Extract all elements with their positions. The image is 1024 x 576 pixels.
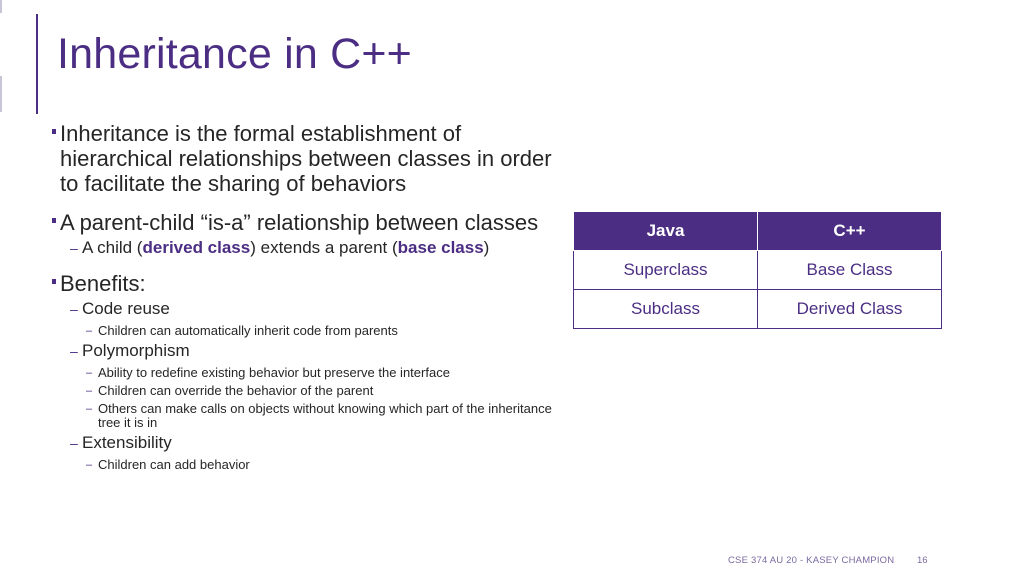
detail-bullet bbox=[60, 402, 562, 430]
table-cell: Derived Class bbox=[758, 290, 942, 329]
sub-bullet-extensibility bbox=[60, 432, 562, 454]
detail-text: Children can override the behavior of the parent bbox=[98, 383, 374, 398]
derived-class-term: derived class bbox=[142, 238, 251, 257]
detail-text: Ability to redefine existing behavior but preserve the interface bbox=[98, 365, 450, 380]
table-row bbox=[574, 251, 942, 290]
title-accent-bar bbox=[36, 14, 38, 114]
benefit-extensibility bbox=[60, 432, 562, 472]
square-bullet-icon bbox=[52, 279, 56, 284]
detail-text: Others can make calls on objects without knowing which part of the inheritance tree it is in bbox=[98, 401, 552, 430]
table-header-java: Java bbox=[574, 212, 758, 251]
dash-bullet-icon: – bbox=[86, 385, 93, 397]
dash-bullet-icon: – bbox=[86, 367, 93, 379]
dash-bullet-icon: – bbox=[70, 343, 78, 359]
sub-bullet-text: Code reuse bbox=[82, 299, 170, 318]
detail-bullet bbox=[60, 458, 562, 472]
table-cell: Superclass bbox=[574, 251, 758, 290]
sub-bullet-polymorphism bbox=[60, 340, 562, 362]
slide-body bbox=[52, 121, 562, 474]
bullet-text: Inheritance is the formal establishment of hierarchical relationships between classes in order to facilitate the sharing of behaviors bbox=[60, 121, 552, 196]
slide-edge-decoration-top bbox=[0, 0, 2, 13]
detail-bullet bbox=[60, 366, 562, 380]
benefit-code-reuse bbox=[60, 298, 562, 338]
dash-bullet-icon: – bbox=[70, 240, 78, 256]
bullet-inheritance-definition bbox=[52, 121, 562, 196]
detail-bullet bbox=[60, 384, 562, 398]
detail-text: Children can automatically inherit code from parents bbox=[98, 323, 398, 338]
text-middle: ) extends a parent ( bbox=[250, 238, 398, 257]
base-class-term: base class bbox=[397, 238, 484, 257]
table-cell: Subclass bbox=[574, 290, 758, 329]
java-cpp-comparison-table bbox=[573, 211, 942, 329]
sub-bullet-child-extends-parent bbox=[60, 237, 562, 259]
square-bullet-icon bbox=[52, 218, 56, 223]
table-row bbox=[574, 290, 942, 329]
sub-bullet-code-reuse bbox=[60, 298, 562, 320]
dash-bullet-icon: – bbox=[70, 435, 78, 451]
text-suffix: ) bbox=[483, 238, 490, 257]
dash-bullet-icon: – bbox=[86, 403, 93, 415]
slide-footer: CSE 374 AU 20 - KASEY CHAMPION bbox=[728, 555, 895, 566]
page-number: 16 bbox=[917, 555, 928, 566]
slide-edge-decoration-left bbox=[0, 76, 2, 112]
sub-bullet-text: Extensibility bbox=[82, 433, 172, 452]
detail-bullet bbox=[60, 324, 562, 338]
detail-text: Children can add behavior bbox=[98, 457, 250, 472]
bullet-is-a-relationship bbox=[52, 210, 562, 259]
text-prefix: A child ( bbox=[82, 238, 143, 257]
slide-title: Inheritance in C++ bbox=[57, 30, 412, 78]
square-bullet-icon bbox=[52, 129, 56, 134]
bullet-text: Benefits: bbox=[60, 271, 146, 296]
bullet-text: A parent-child “is-a” relationship between classes bbox=[60, 210, 539, 235]
table-header-cpp: C++ bbox=[758, 212, 942, 251]
dash-bullet-icon: – bbox=[86, 325, 93, 337]
benefit-polymorphism bbox=[60, 340, 562, 430]
table-cell: Base Class bbox=[758, 251, 942, 290]
dash-bullet-icon: – bbox=[86, 459, 93, 471]
table-header-row bbox=[574, 212, 942, 251]
dash-bullet-icon: – bbox=[70, 301, 78, 317]
bullet-benefits bbox=[52, 271, 562, 472]
sub-bullet-text: Polymorphism bbox=[82, 341, 190, 360]
